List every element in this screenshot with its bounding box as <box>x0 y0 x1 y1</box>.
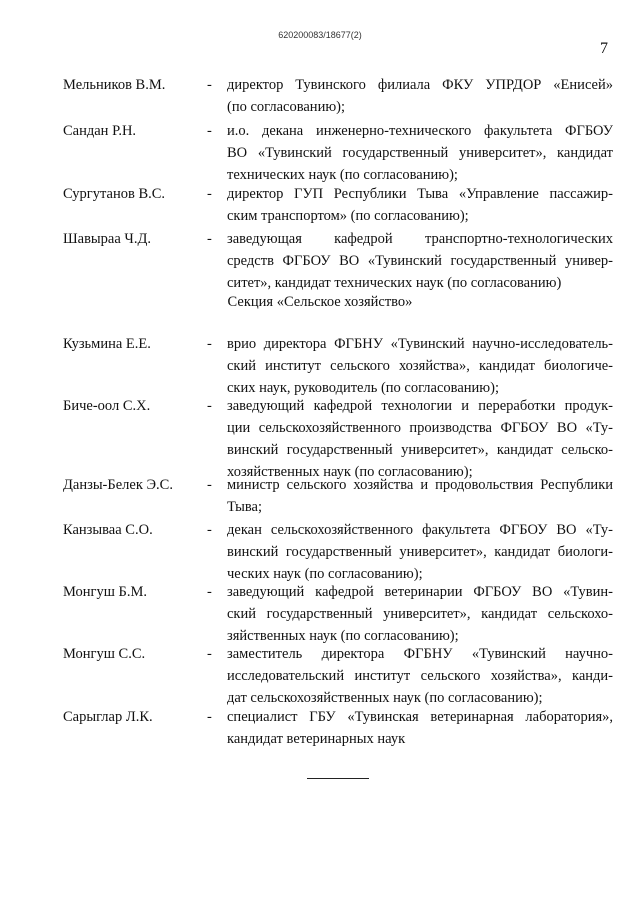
member-name: Канзываа С.О. <box>63 522 153 538</box>
member-description <box>227 643 613 709</box>
dash-separator: - <box>207 709 212 725</box>
member-description <box>227 74 613 118</box>
description-line: кандидат ветеринарных наук <box>227 731 406 747</box>
document-code: 620200083/18677(2) <box>278 30 362 40</box>
description-line: технических наук (по согласованию); <box>227 167 458 183</box>
description-line: ВО «Тувинский государственный университет», кандидат <box>227 145 613 161</box>
description-line: Тыва; <box>227 499 262 515</box>
description-line: заведующий кафедрой технологии и переработки продук- <box>227 398 613 414</box>
description-line: директор ГУП Республики Тыва «Управление пассажир- <box>227 186 613 202</box>
dash-separator: - <box>207 77 212 93</box>
description-line: винский государственный университет», кандидат сельско- <box>227 442 613 458</box>
description-line: директор Тувинского филиала ФКУ УПРДОР «Енисей» <box>227 77 613 93</box>
description-line: ским транспортом» (по согласованию); <box>227 208 469 224</box>
description-line: зяйственных наук (по согласованию); <box>227 628 459 644</box>
dash-separator: - <box>207 123 212 139</box>
member-description <box>227 228 613 294</box>
member-description <box>227 395 613 483</box>
dash-separator: - <box>207 477 212 493</box>
member-name: Сарыглар Л.К. <box>63 709 153 725</box>
description-line: заместитель директора ФГБНУ «Тувинский научно- <box>227 646 613 662</box>
description-line: исследовательский институт сельского хозяйства», канди- <box>227 668 613 684</box>
member-name: Кузьмина Е.Е. <box>63 336 151 352</box>
member-description <box>227 333 613 399</box>
description-line: ситет», кандидат технических наук (по согласованию) <box>227 275 562 291</box>
description-line: дат сельскохозяйственных наук (по согласованию); <box>227 690 543 706</box>
member-description <box>227 706 613 750</box>
description-line: винский государственный университет», кандидат биологи- <box>227 544 613 560</box>
dash-separator: - <box>207 336 212 352</box>
description-line: (по согласованию); <box>227 99 346 115</box>
member-name: Монгуш Б.М. <box>63 584 147 600</box>
member-name: Биче-оол С.Х. <box>63 398 151 414</box>
member-name: Мельников В.М. <box>63 77 166 93</box>
dash-separator: - <box>207 231 212 247</box>
description-line: ских наук, руководитель (по согласованию); <box>227 380 499 396</box>
description-line: хозяйственных наук (по согласованию); <box>227 464 473 480</box>
description-line: заведующий кафедрой ветеринарии ФГБОУ ВО «Тувин- <box>227 584 613 600</box>
description-line: специалист ГБУ «Тувинская ветеринарная лаборатория», <box>227 709 613 725</box>
member-name: Сандан Р.Н. <box>63 123 137 139</box>
description-line: ский институт сельского хозяйства», кандидат биологиче- <box>227 358 613 374</box>
member-name: Шавыраа Ч.Д. <box>63 231 151 247</box>
description-line: министр сельского хозяйства и продовольствия Республики <box>227 477 613 493</box>
member-description <box>227 120 613 186</box>
description-line: и.о. декана инженерно-технического факультета ФГБОУ <box>227 123 613 139</box>
description-line: врио директора ФГБНУ «Тувинский научно-исследователь- <box>227 336 613 352</box>
description-line: средств ФГБОУ ВО «Тувинский государственный универ- <box>227 253 613 269</box>
member-description <box>227 183 613 227</box>
section-title: Секция «Сельское хозяйство» <box>227 294 413 310</box>
description-line: ции сельскохозяйственного производства ФГБОУ ВО «Ту- <box>227 420 613 436</box>
dash-separator: - <box>207 522 212 538</box>
member-description <box>227 474 613 518</box>
description-line: заведующая кафедрой транспортно-технологических <box>227 231 613 247</box>
dash-separator: - <box>207 398 212 414</box>
dash-separator: - <box>207 646 212 662</box>
description-line: ский государственный университет», кандидат сельскохо- <box>227 606 613 622</box>
description-line: ческих наук (по согласованию); <box>227 566 423 582</box>
member-description <box>227 581 613 647</box>
member-name: Монгуш С.С. <box>63 646 146 662</box>
member-name: Сургутанов В.С. <box>63 186 166 202</box>
member-name: Данзы-Белек Э.С. <box>63 477 173 493</box>
page-number: 7 <box>600 40 608 57</box>
member-description <box>227 519 613 585</box>
description-line: декан сельскохозяйственного факультета ФГБОУ ВО «Ту- <box>227 522 613 538</box>
closing-rule <box>307 778 369 779</box>
dash-separator: - <box>207 584 212 600</box>
dash-separator: - <box>207 186 212 202</box>
